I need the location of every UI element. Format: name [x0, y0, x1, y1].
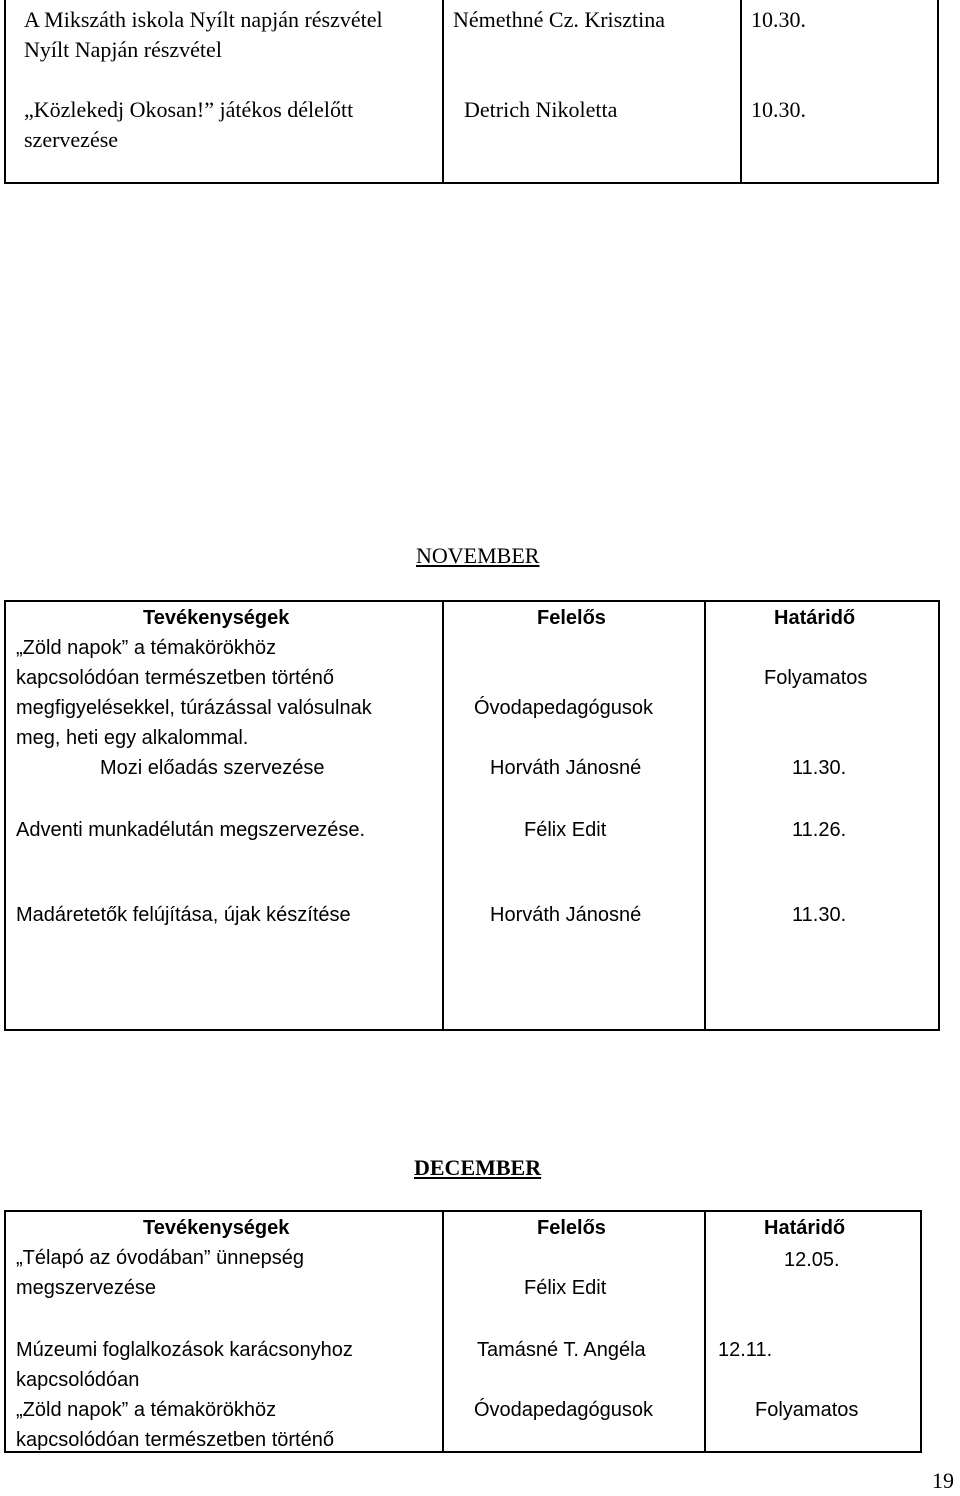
october-row-2-deadline: 10.30.: [751, 97, 806, 122]
november-row-1-activity-line-3: megfigyelésekkel, túrázással valósulnak: [16, 697, 372, 719]
december-row-1-deadline: 12.05.: [784, 1249, 840, 1271]
december-row-3-responsible: Óvodapedagógusok: [474, 1399, 654, 1421]
december-row-3-deadline: Folyamatos: [755, 1399, 859, 1421]
october-row-2-responsible: Detrich Nikoletta: [464, 97, 618, 122]
december-row-1-activity-line-1: „Télapó az óvodában” ünnepség: [16, 1247, 304, 1269]
november-row-2-activity: Mozi előadás szervezése: [100, 757, 325, 779]
november-row-3-responsible: Félix Edit: [524, 819, 607, 841]
december-header-deadline: Határidő: [764, 1217, 846, 1239]
november-row-3-deadline: 11.26.: [792, 819, 847, 841]
november-row-1-activity-line-2: kapcsolódóan természetben történő: [16, 667, 334, 689]
october-row-1-activity-line-1: A Mikszáth iskola Nyílt napján részvétel: [24, 7, 383, 32]
october-row-2-activity-line-2: szervezése: [24, 127, 119, 152]
november-header-deadline: Határidő: [774, 607, 856, 629]
december-row-3-activity-line-1: „Zöld napok” a témakörökhöz: [16, 1399, 277, 1421]
december-row-2-activity-line-1: Múzeumi foglalkozások karácsonyhoz: [16, 1339, 353, 1361]
december-row-2-deadline: 12.11.: [718, 1339, 773, 1361]
november-row-1-responsible: Óvodapedagógusok: [474, 697, 654, 719]
december-column-divider-2: [704, 1210, 706, 1453]
december-heading: DECEMBER: [414, 1155, 542, 1180]
october-row-1-responsible: Némethné Cz. Krisztina: [453, 7, 665, 32]
october-row-1-deadline: 10.30.: [751, 7, 806, 32]
october-row-1-activity-line-2: Nyílt Napján részvétel: [24, 37, 222, 62]
november-column-divider-1: [442, 600, 444, 1031]
november-heading: NOVEMBER: [416, 543, 540, 568]
november-row-1-activity-line-1: „Zöld napok” a témakörökhöz: [16, 637, 277, 659]
december-row-3-activity-line-2: kapcsolódóan természetben történő: [16, 1429, 334, 1451]
november-row-2-deadline: 11.30.: [792, 757, 847, 779]
november-row-1-deadline: Folyamatos: [764, 667, 868, 689]
december-header-responsible: Felelős: [537, 1217, 606, 1239]
november-header-activity: Tevékenységek: [143, 607, 290, 629]
november-row-4-activity: Madáretetők felújítása, újak készítése: [16, 904, 351, 926]
october-column-divider-1: [442, 0, 444, 183]
december-row-1-responsible: Félix Edit: [524, 1277, 607, 1299]
november-row-3-activity: Adventi munkadélután megszervezése.: [16, 819, 366, 841]
december-row-2-responsible: Tamásné T. Angéla: [477, 1339, 646, 1361]
october-row-2-activity-line-1: „Közlekedj Okosan!” játékos délelőtt: [24, 97, 354, 122]
november-column-divider-2: [704, 600, 706, 1031]
december-column-divider-1: [442, 1210, 444, 1453]
october-column-divider-2: [740, 0, 742, 183]
december-row-1-activity-line-2: megszervezése: [16, 1277, 157, 1299]
november-row-2-responsible: Horváth Jánosné: [490, 757, 642, 779]
november-row-1-activity-line-4: meg, heti egy alkalommal.: [16, 727, 249, 749]
december-row-2-activity-line-2: kapcsolódóan: [16, 1369, 140, 1391]
page-number: 19: [932, 1468, 954, 1493]
november-header-responsible: Felelős: [537, 607, 606, 629]
november-row-4-deadline: 11.30.: [792, 904, 847, 926]
november-row-4-responsible: Horváth Jánosné: [490, 904, 642, 926]
december-header-activity: Tevékenységek: [143, 1217, 290, 1239]
